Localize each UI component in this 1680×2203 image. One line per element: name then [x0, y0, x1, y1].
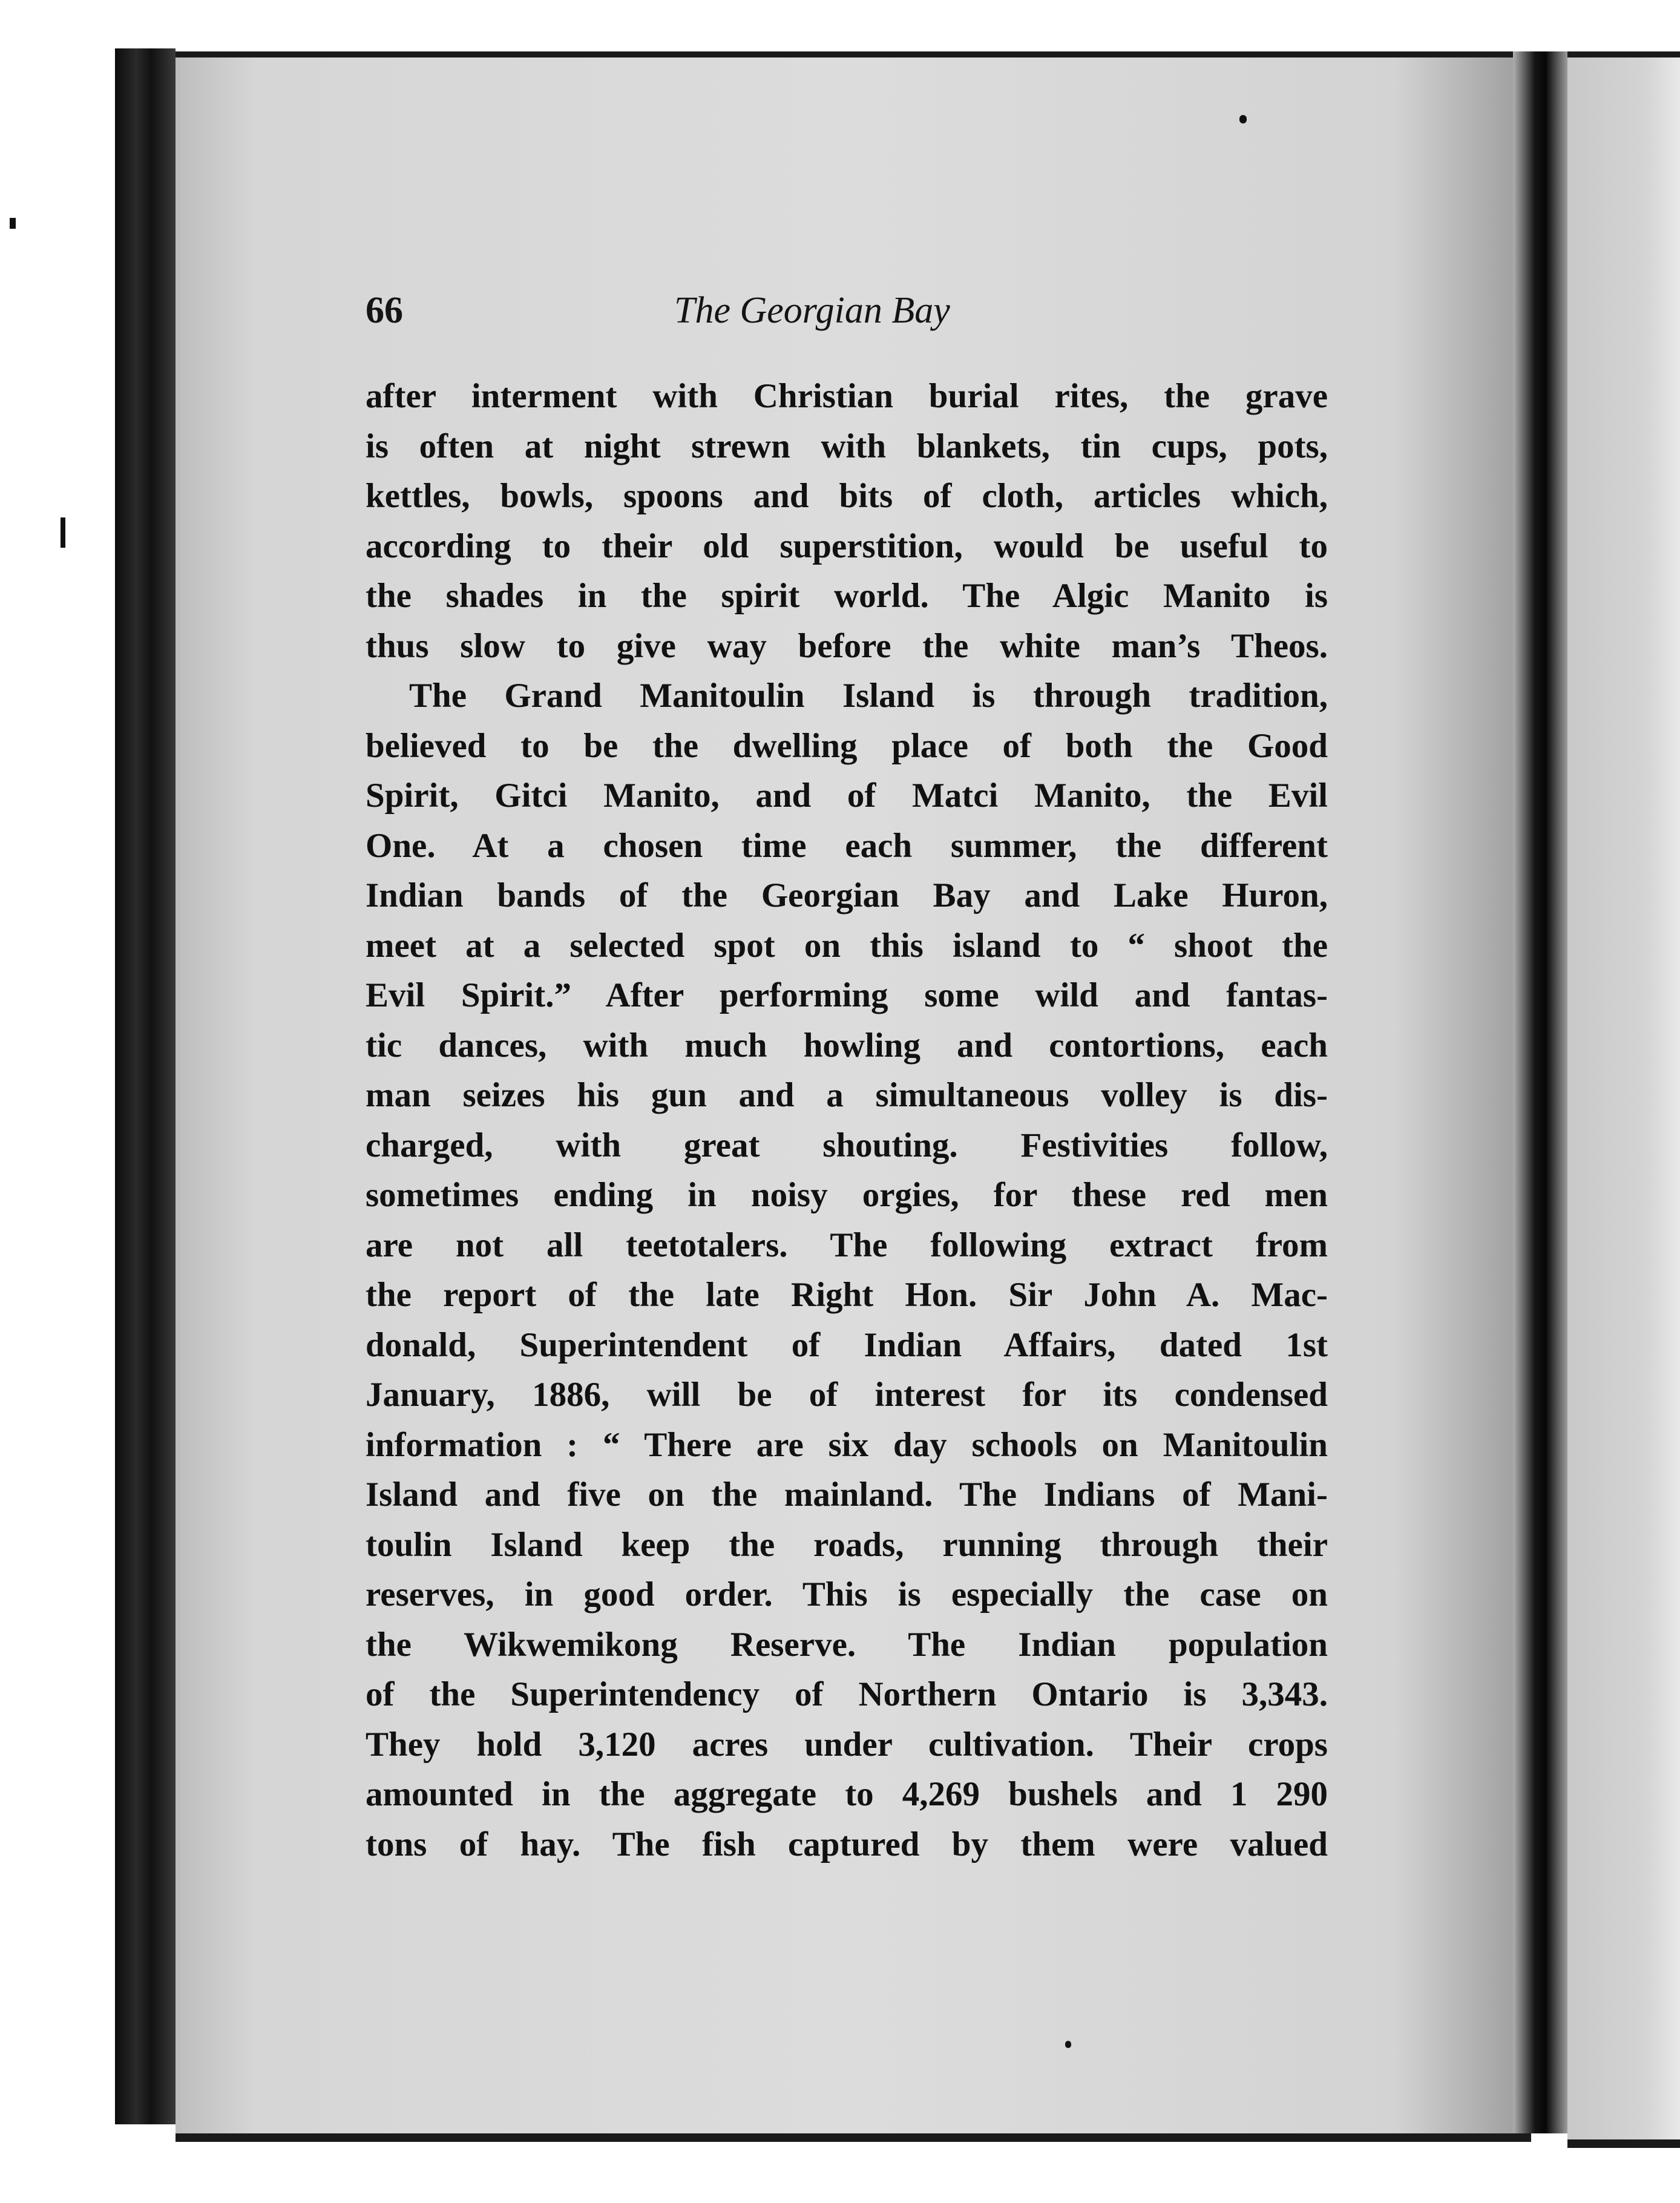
- text-line: They hold 3,120 acres under cultivation. Their crops: [366, 1725, 1328, 1764]
- scan-speck: [1065, 2041, 1071, 2048]
- text-line: toulin Island keep the roads, running through their: [366, 1525, 1328, 1564]
- text-line: charged, with great shouting. Festivities follow,: [366, 1126, 1328, 1164]
- text-line: Spirit, Gitci Manito, and of Matci Manito, the Evil: [366, 776, 1328, 815]
- text-line: thus slow to give way before the white man’s Theos.: [366, 626, 1328, 665]
- text-line: Evil Spirit.” After performing some wild and fantas-: [366, 976, 1328, 1014]
- scan-speck: [1239, 115, 1247, 123]
- scan-speck: [10, 218, 16, 229]
- body-text: [366, 372, 1328, 1870]
- text-line: amounted in the aggregate to 4,269 bushels and 1 290: [366, 1775, 1328, 1813]
- paragraph-start-line: The Grand Manitoulin Island is through tradition,: [409, 677, 1328, 715]
- text-line: believed to be the dwelling place of both the Good: [366, 726, 1328, 765]
- text-line: meet at a selected spot on this island to “ shoot the: [366, 926, 1328, 965]
- facing-page-edge: [1567, 51, 1680, 2148]
- text-line: man seizes his gun and a simultaneous volley is dis-: [366, 1076, 1328, 1114]
- text-line: Indian bands of the Georgian Bay and Lake Huron,: [366, 876, 1328, 914]
- text-line: is often at night strewn with blankets, tin cups, pots,: [366, 427, 1328, 465]
- running-head: [366, 289, 1328, 344]
- text-line: kettles, bowls, spoons and bits of cloth, articles which,: [366, 477, 1328, 515]
- text-line: One. At a chosen time each summer, the different: [366, 826, 1328, 865]
- text-line: of the Superintendency of Northern Ontario is 3,343.: [366, 1675, 1328, 1713]
- text-line: donald, Superintendent of Indian Affairs, dated 1st: [366, 1325, 1328, 1364]
- text-line: the Wikwemikong Reserve. The Indian population: [366, 1625, 1328, 1664]
- left-binding-edge: [115, 48, 176, 2124]
- text-line: according to their old superstition, would be useful to: [366, 527, 1328, 565]
- text-line: the report of the late Right Hon. Sir John A. Mac-: [366, 1276, 1328, 1314]
- text-line: tons of hay. The fish captured by them were valued: [366, 1825, 1328, 1863]
- text-line: sometimes ending in noisy orgies, for these red men: [366, 1176, 1328, 1214]
- text-line: after interment with Christian burial rites, the grave: [366, 377, 1328, 415]
- text-line: information : “ There are six day schools on Manitoulin: [366, 1425, 1328, 1464]
- text-line: reserves, in good order. This is especially the case on: [366, 1575, 1328, 1614]
- scan-speck: [61, 517, 65, 548]
- text-line: Island and five on the mainland. The Indians of Mani-: [366, 1476, 1328, 1514]
- text-line: the shades in the spirit world. The Algic Manito is: [366, 577, 1328, 615]
- text-line: January, 1886, will be of interest for its condensed: [366, 1376, 1328, 1414]
- text-line: tic dances, with much howling and contortions, each: [366, 1026, 1328, 1065]
- book-gutter: [1513, 51, 1567, 2133]
- text-line: are not all teetotalers. The following extract from: [366, 1226, 1328, 1264]
- page-number: 66: [366, 290, 403, 331]
- book-title: The Georgian Bay: [674, 290, 950, 331]
